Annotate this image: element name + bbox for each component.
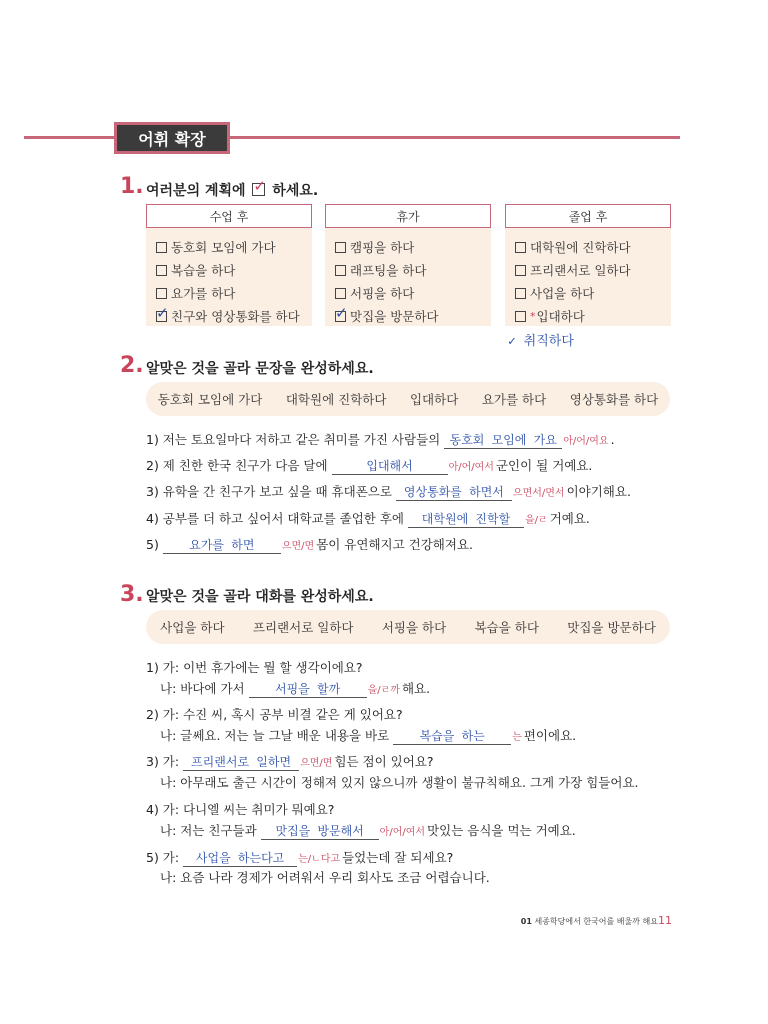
question-number-3: 3. — [120, 582, 144, 607]
footer-unit: 01 — [520, 917, 532, 926]
footer-title — [521, 916, 658, 927]
option-item[interactable] — [335, 303, 439, 325]
dialog-1-b — [160, 679, 430, 698]
dialog-text: 나: 글쎄요. 저는 늘 그날 배운 내용을 바로 — [160, 728, 390, 743]
grammar-suffix: 아/어/여서 — [379, 827, 426, 838]
question-1-text-after: 하세요. — [272, 183, 319, 199]
option-label: 래프팅을 하다 — [350, 263, 427, 278]
word-bank — [146, 610, 670, 644]
grammar-suffix: 는 — [512, 732, 522, 743]
sentence-2 — [146, 456, 592, 475]
checkbox-icon[interactable] — [156, 288, 167, 299]
column-after-class — [146, 204, 312, 326]
option-label: 대학원에 진학하다 — [530, 240, 631, 255]
sentence-text: 4) 공부를 더 하고 싶어서 대학교를 졸업한 후에 — [146, 511, 404, 526]
footer-unit-title: 세종학당에서 한국어를 배울까 해요 — [534, 917, 658, 926]
dialog-text: 나: 저는 친구들과 — [160, 823, 257, 838]
checkbox-example-icon: ✓ — [253, 177, 266, 195]
word-bank-item: 서핑을 하다 — [381, 620, 447, 635]
column-header: 휴가 — [325, 204, 491, 228]
answer-blank[interactable]: 복습을 하는 — [393, 727, 511, 745]
option-label: 동호회 모임에 가다 — [171, 240, 276, 255]
word-bank-item: 사업을 하다 — [160, 620, 225, 635]
column-header: 졸업 후 — [505, 204, 671, 228]
option-item[interactable] — [335, 238, 414, 256]
dialog-text: 맛있는 음식을 먹는 거예요. — [427, 823, 576, 838]
checkbox-icon[interactable] — [515, 242, 526, 253]
checkbox-icon[interactable] — [156, 265, 167, 276]
checkbox-icon[interactable] — [515, 265, 526, 276]
column-header: 수업 후 — [146, 204, 312, 228]
dialog-5-b: 나: 요즘 나라 경제가 어려워서 우리 회사도 조금 어렵습니다. — [160, 870, 490, 885]
sentence-5 — [146, 535, 473, 554]
column-after-graduation — [505, 204, 671, 326]
question-number-1: 1. — [120, 174, 144, 199]
question-1-text — [146, 177, 319, 200]
handwritten-note: ✓ 취직하다 — [508, 334, 574, 349]
dialog-text: 들었는데 잘 되세요? — [342, 850, 454, 865]
option-item[interactable] — [156, 303, 300, 325]
answer-blank[interactable]: 프리랜서로 일하면 — [183, 753, 299, 771]
option-label: 캠핑을 하다 — [350, 240, 415, 255]
option-label: 복습을 하다 — [171, 263, 236, 278]
option-label: 서핑을 하다 — [350, 286, 415, 301]
checkbox-icon[interactable] — [335, 288, 346, 299]
answer-blank[interactable]: 요가를 하면 — [163, 536, 281, 554]
option-item[interactable] — [156, 238, 276, 256]
option-label: 입대하다 — [536, 309, 585, 324]
checkbox-icon[interactable] — [335, 265, 346, 276]
dialog-text: 힘든 점이 있어요? — [334, 754, 434, 769]
dialog-text: 나: 바다에 가서 — [160, 681, 245, 696]
grammar-suffix: 을/ㄹ까 — [367, 685, 400, 696]
dialog-text: 5) 가: — [146, 850, 180, 865]
dialog-2-a: 2) 가: 수진 씨, 혹시 공부 비결 같은 게 있어요? — [146, 707, 403, 722]
word-bank-item: 복습을 하다 — [474, 620, 539, 635]
option-item[interactable] — [515, 284, 594, 302]
dialog-1-a: 1) 가: 이번 휴가에는 뭘 할 생각이에요? — [146, 660, 363, 675]
checkbox-checked-icon[interactable]: ✓ — [156, 303, 169, 322]
sentence-text: 5) — [146, 537, 159, 552]
dialog-text: 해요. — [401, 681, 431, 696]
word-bank — [146, 382, 670, 416]
answer-blank[interactable]: 입대해서 — [332, 457, 448, 475]
checkbox-checked-icon[interactable]: ✓ — [335, 303, 348, 322]
question-1-text-before: 여러분의 계획에 — [146, 183, 246, 199]
sentence-text: 이야기해요. — [566, 484, 631, 499]
option-label: 요가를 하다 — [171, 286, 236, 301]
checkbox-icon[interactable] — [156, 242, 167, 253]
sentence-text: 군인이 될 거예요. — [495, 458, 593, 473]
option-item[interactable] — [515, 307, 585, 325]
word-bank-item: 동호회 모임에 가다 — [157, 392, 263, 407]
question-number-2: 2. — [120, 353, 144, 378]
dialog-2-b — [160, 726, 576, 745]
checkbox-icon[interactable] — [335, 242, 346, 253]
question-3-text: 알맞은 것을 골라 대화를 완성하세요. — [146, 589, 374, 605]
answer-blank[interactable]: 맛집을 방문해서 — [261, 822, 379, 840]
checkbox-icon[interactable] — [515, 311, 526, 322]
word-bank-item: 프리랜서로 일하다 — [252, 620, 354, 635]
option-label: 친구와 영상통화를 하다 — [171, 309, 300, 324]
dialog-3-b: 나: 아무래도 출근 시간이 정해져 있지 않으니까 생활이 불규칙해요. 그게 가장 힘들어요. — [160, 775, 639, 790]
word-bank-item: 입대하다 — [409, 392, 459, 407]
column-vacation — [325, 204, 491, 326]
option-item[interactable] — [515, 238, 631, 256]
option-item[interactable] — [335, 284, 414, 302]
footnote-star: * — [530, 309, 536, 323]
answer-blank[interactable]: 동호회 모임에 가요 — [444, 431, 562, 449]
sentence-text: 3) 유학을 간 친구가 보고 싶을 때 휴대폰으로 — [146, 484, 392, 499]
option-item[interactable] — [335, 261, 426, 279]
sentence-4 — [146, 509, 590, 528]
dialog-4-b — [160, 821, 576, 840]
word-bank-item: 대학원에 진학하다 — [285, 392, 387, 407]
option-label: 맛집을 방문하다 — [350, 309, 439, 324]
option-label: 사업을 하다 — [530, 286, 595, 301]
word-bank-item: 요가를 하다 — [481, 392, 547, 407]
answer-blank[interactable]: 대학원에 진학할 — [408, 510, 524, 528]
dialog-5-a — [146, 848, 453, 867]
dialog-text: 3) 가: — [146, 754, 180, 769]
grammar-suffix: 을/ㄹ — [524, 515, 548, 526]
dialog-text: 편이에요. — [523, 728, 577, 743]
grammar-suffix: 아/어/여서 — [448, 462, 494, 473]
sentence-3 — [146, 482, 631, 501]
word-bank-item: 영상통화를 하다 — [569, 392, 659, 407]
sentence-text: 거예요. — [549, 511, 590, 526]
answer-blank[interactable]: 서핑을 할까 — [249, 680, 367, 698]
option-item[interactable] — [515, 261, 631, 279]
question-2-text: 알맞은 것을 골라 문장을 완성하세요. — [146, 361, 374, 377]
sentence-text: 1) 저는 토요일마다 저하고 같은 취미를 가진 사람들의 — [146, 432, 441, 447]
option-label: 프리랜서로 일하다 — [530, 263, 631, 278]
dialog-3-a — [146, 752, 434, 771]
option-item[interactable] — [156, 261, 235, 279]
grammar-suffix: 으면/면 — [281, 541, 315, 552]
sentence-text: 2) 제 친한 한국 친구가 다음 달에 — [146, 458, 328, 473]
word-bank-item: 맛집을 방문하다 — [567, 620, 656, 635]
grammar-suffix: 아/어/여요 — [563, 436, 609, 447]
page-number: 11 — [658, 914, 672, 927]
answer-blank[interactable]: 사업을 하는다고 — [183, 849, 297, 867]
checkbox-icon[interactable] — [515, 288, 526, 299]
answer-blank[interactable]: 영상통화를 하면서 — [396, 483, 512, 501]
grammar-suffix: 으면서/면서 — [512, 488, 565, 499]
dialog-4-a: 4) 가: 다니엘 씨는 취미가 뭐예요? — [146, 802, 335, 817]
grammar-suffix: 는/ㄴ다고 — [298, 854, 341, 865]
option-item[interactable] — [156, 284, 235, 302]
sentence-1 — [146, 430, 615, 449]
section-title: 어휘 확장 — [114, 122, 230, 154]
grammar-suffix: 으면/면 — [300, 758, 333, 769]
sentence-text: . — [610, 432, 615, 447]
sentence-text: 몸이 유연해지고 건강해져요. — [316, 537, 474, 552]
